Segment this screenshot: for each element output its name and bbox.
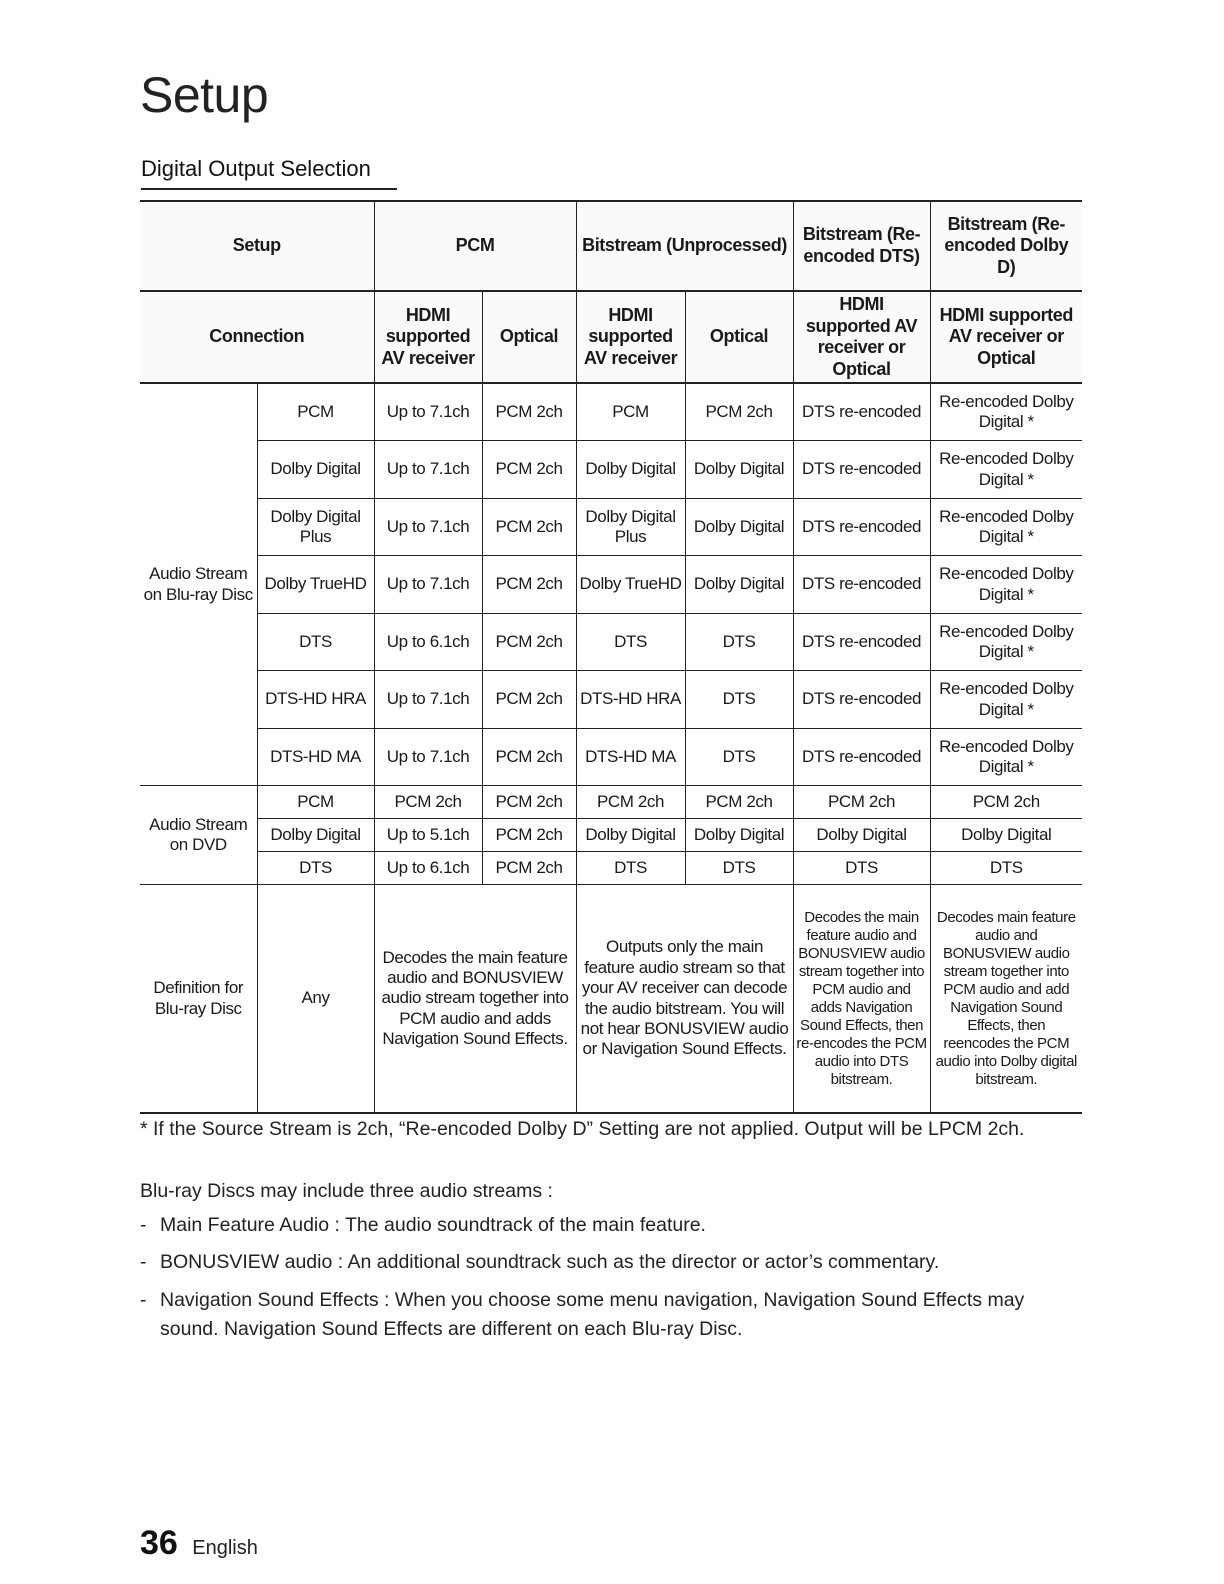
table-row [140, 441, 1082, 499]
header-bitstream-unprocessed: Bitstream (Unprocessed) [576, 201, 793, 291]
table-row [140, 498, 1082, 556]
definition-source: Any [257, 885, 374, 1113]
bullet-dash: - [140, 1214, 147, 1236]
source-cell: PCM [257, 786, 374, 819]
pcm-hdmi-cell: Up to 7.1ch [374, 441, 482, 499]
pcm-optical-cell: PCM 2ch [482, 819, 576, 852]
pcm-optical-cell: PCM 2ch [482, 383, 576, 441]
pcm-optical-cell: PCM 2ch [482, 613, 576, 671]
dolby-cell: Re-encoded Dolby Digital * [930, 728, 1082, 786]
definition-dolby: Decodes main feature audio and BONUSVIEW audio stream together into PCM audio and add Navigation Sound Effects, then reencodes the PCM audio into Dolby digital bitstream. [930, 885, 1082, 1113]
source-cell: DTS [257, 613, 374, 671]
dolby-cell: PCM 2ch [930, 786, 1082, 819]
dts-cell: DTS re-encoded [793, 498, 930, 556]
unproc-hdmi-cell: Dolby TrueHD [576, 556, 685, 614]
page-title: Setup [140, 67, 269, 123]
header-dts-connection: HDMI supported AV receiver or Optical [793, 291, 930, 383]
dts-cell: DTS re-encoded [793, 613, 930, 671]
table-row [140, 556, 1082, 614]
list-item [140, 1211, 1080, 1240]
source-cell: Dolby Digital Plus [257, 498, 374, 556]
unproc-hdmi-cell: Dolby Digital [576, 819, 685, 852]
header-setup: Setup [140, 201, 374, 291]
header-unproc-optical: Optical [685, 291, 793, 383]
list-item [140, 1248, 1080, 1277]
source-cell: DTS [257, 852, 374, 885]
unproc-optical-cell: PCM 2ch [685, 383, 793, 441]
unproc-hdmi-cell: DTS-HD HRA [576, 671, 685, 729]
source-cell: Dolby Digital [257, 441, 374, 499]
section-title: Digital Output Selection [141, 156, 397, 190]
unproc-hdmi-cell: PCM [576, 383, 685, 441]
table-row [140, 852, 1082, 885]
dts-cell: DTS [793, 852, 930, 885]
list-item-text: Navigation Sound Effects : When you choose some menu navigation, Navigation Sound Effects may sound. Navigation Sound Effects are different on each Blu-ray Disc. [160, 1288, 1025, 1340]
definition-label: Definition for Blu-ray Disc [140, 885, 257, 1113]
page-language: English [192, 1537, 258, 1559]
dts-cell: DTS re-encoded [793, 671, 930, 729]
dolby-cell: DTS [930, 852, 1082, 885]
dolby-cell: Re-encoded Dolby Digital * [930, 613, 1082, 671]
list-item-text: Main Feature Audio : The audio soundtrack of the main feature. [160, 1214, 706, 1236]
unproc-hdmi-cell: PCM 2ch [576, 786, 685, 819]
unproc-hdmi-cell: Dolby Digital [576, 441, 685, 499]
notes-section [140, 1180, 1080, 1352]
dolby-cell: Re-encoded Dolby Digital * [930, 671, 1082, 729]
dts-cell: DTS re-encoded [793, 383, 930, 441]
header-row-connection [140, 291, 1082, 383]
unproc-hdmi-cell: Dolby Digital Plus [576, 498, 685, 556]
unproc-optical-cell: DTS [685, 852, 793, 885]
dts-cell: PCM 2ch [793, 786, 930, 819]
unproc-optical-cell: DTS [685, 728, 793, 786]
table-row [140, 728, 1082, 786]
source-cell: Dolby TrueHD [257, 556, 374, 614]
pcm-hdmi-cell: PCM 2ch [374, 786, 482, 819]
header-pcm-hdmi: HDMI supported AV receiver [374, 291, 482, 383]
pcm-optical-cell: PCM 2ch [482, 852, 576, 885]
source-cell: DTS-HD HRA [257, 671, 374, 729]
header-pcm: PCM [374, 201, 576, 291]
dts-cell: DTS re-encoded [793, 728, 930, 786]
dts-cell: DTS re-encoded [793, 441, 930, 499]
header-dolby-connection: HDMI supported AV receiver or Optical [930, 291, 1082, 383]
unproc-hdmi-cell: DTS [576, 852, 685, 885]
header-bitstream-dts: Bitstream (Re-encoded DTS) [793, 201, 930, 291]
source-cell: Dolby Digital [257, 819, 374, 852]
notes-intro: Blu-ray Discs may include three audio streams : [140, 1180, 553, 1202]
list-item [140, 1286, 1080, 1345]
page-number: 36 [140, 1524, 178, 1562]
pcm-optical-cell: PCM 2ch [482, 728, 576, 786]
table-row [140, 819, 1082, 852]
pcm-hdmi-cell: Up to 5.1ch [374, 819, 482, 852]
table-row [140, 383, 1082, 441]
pcm-optical-cell: PCM 2ch [482, 556, 576, 614]
pcm-optical-cell: PCM 2ch [482, 441, 576, 499]
unproc-optical-cell: PCM 2ch [685, 786, 793, 819]
dolby-cell: Re-encoded Dolby Digital * [930, 383, 1082, 441]
pcm-hdmi-cell: Up to 7.1ch [374, 556, 482, 614]
definition-pcm: Decodes the main feature audio and BONUSVIEW audio stream together into PCM audio and adds Navigation Sound Effects. [374, 885, 576, 1113]
dolby-cell: Re-encoded Dolby Digital * [930, 556, 1082, 614]
pcm-optical-cell: PCM 2ch [482, 498, 576, 556]
pcm-hdmi-cell: Up to 6.1ch [374, 852, 482, 885]
pcm-optical-cell: PCM 2ch [482, 786, 576, 819]
pcm-hdmi-cell: Up to 6.1ch [374, 613, 482, 671]
definition-dts: Decodes the main feature audio and BONUSVIEW audio stream together into PCM audio and adds Navigation Sound Effects, then re-encodes the PCM audio into DTS bitstream. [793, 885, 930, 1113]
table-row [140, 671, 1082, 729]
source-cell: DTS-HD MA [257, 728, 374, 786]
table-row [140, 786, 1082, 819]
dolby-cell: Re-encoded Dolby Digital * [930, 498, 1082, 556]
unproc-optical-cell: Dolby Digital [685, 441, 793, 499]
unproc-hdmi-cell: DTS [576, 613, 685, 671]
pcm-optical-cell: PCM 2ch [482, 671, 576, 729]
bullet-dash: - [140, 1288, 147, 1311]
unproc-optical-cell: Dolby Digital [685, 498, 793, 556]
definition-row [140, 885, 1082, 1113]
table-row [140, 613, 1082, 671]
bluray-group-label: Audio Stream on Blu-ray Disc [140, 383, 257, 786]
unproc-optical-cell: Dolby Digital [685, 556, 793, 614]
footnote: * If the Source Stream is 2ch, “Re-encoded Dolby D” Setting are not applied. Output will be LPCM 2ch. [140, 1118, 1025, 1140]
dolby-cell: Dolby Digital [930, 819, 1082, 852]
unproc-optical-cell: DTS [685, 671, 793, 729]
dts-cell: Dolby Digital [793, 819, 930, 852]
definition-unprocessed: Outputs only the main feature audio stream so that your AV receiver can decode the audio bitstream. You will not hear BONUSVIEW audio or Navigation Sound Effects. [576, 885, 793, 1113]
digital-output-table [140, 200, 1082, 1114]
unproc-optical-cell: DTS [685, 613, 793, 671]
bullet-dash: - [140, 1251, 147, 1274]
page-footer [140, 1524, 258, 1563]
dolby-cell: Re-encoded Dolby Digital * [930, 441, 1082, 499]
pcm-hdmi-cell: Up to 7.1ch [374, 383, 482, 441]
list-item-text: BONUSVIEW audio : An additional soundtrack such as the director or actor’s commentary. [160, 1251, 940, 1274]
header-connection: Connection [140, 291, 374, 383]
pcm-hdmi-cell: Up to 7.1ch [374, 728, 482, 786]
header-row-setup [140, 201, 1082, 291]
pcm-hdmi-cell: Up to 7.1ch [374, 498, 482, 556]
unproc-hdmi-cell: DTS-HD MA [576, 728, 685, 786]
pcm-hdmi-cell: Up to 7.1ch [374, 671, 482, 729]
header-bitstream-dolby: Bitstream (Re-encoded Dolby D) [930, 201, 1082, 291]
notes-list [140, 1211, 1080, 1344]
header-pcm-optical: Optical [482, 291, 576, 383]
dts-cell: DTS re-encoded [793, 556, 930, 614]
unproc-optical-cell: Dolby Digital [685, 819, 793, 852]
header-unproc-hdmi: HDMI supported AV receiver [576, 291, 685, 383]
dvd-group-label: Audio Stream on DVD [140, 786, 257, 885]
source-cell: PCM [257, 383, 374, 441]
